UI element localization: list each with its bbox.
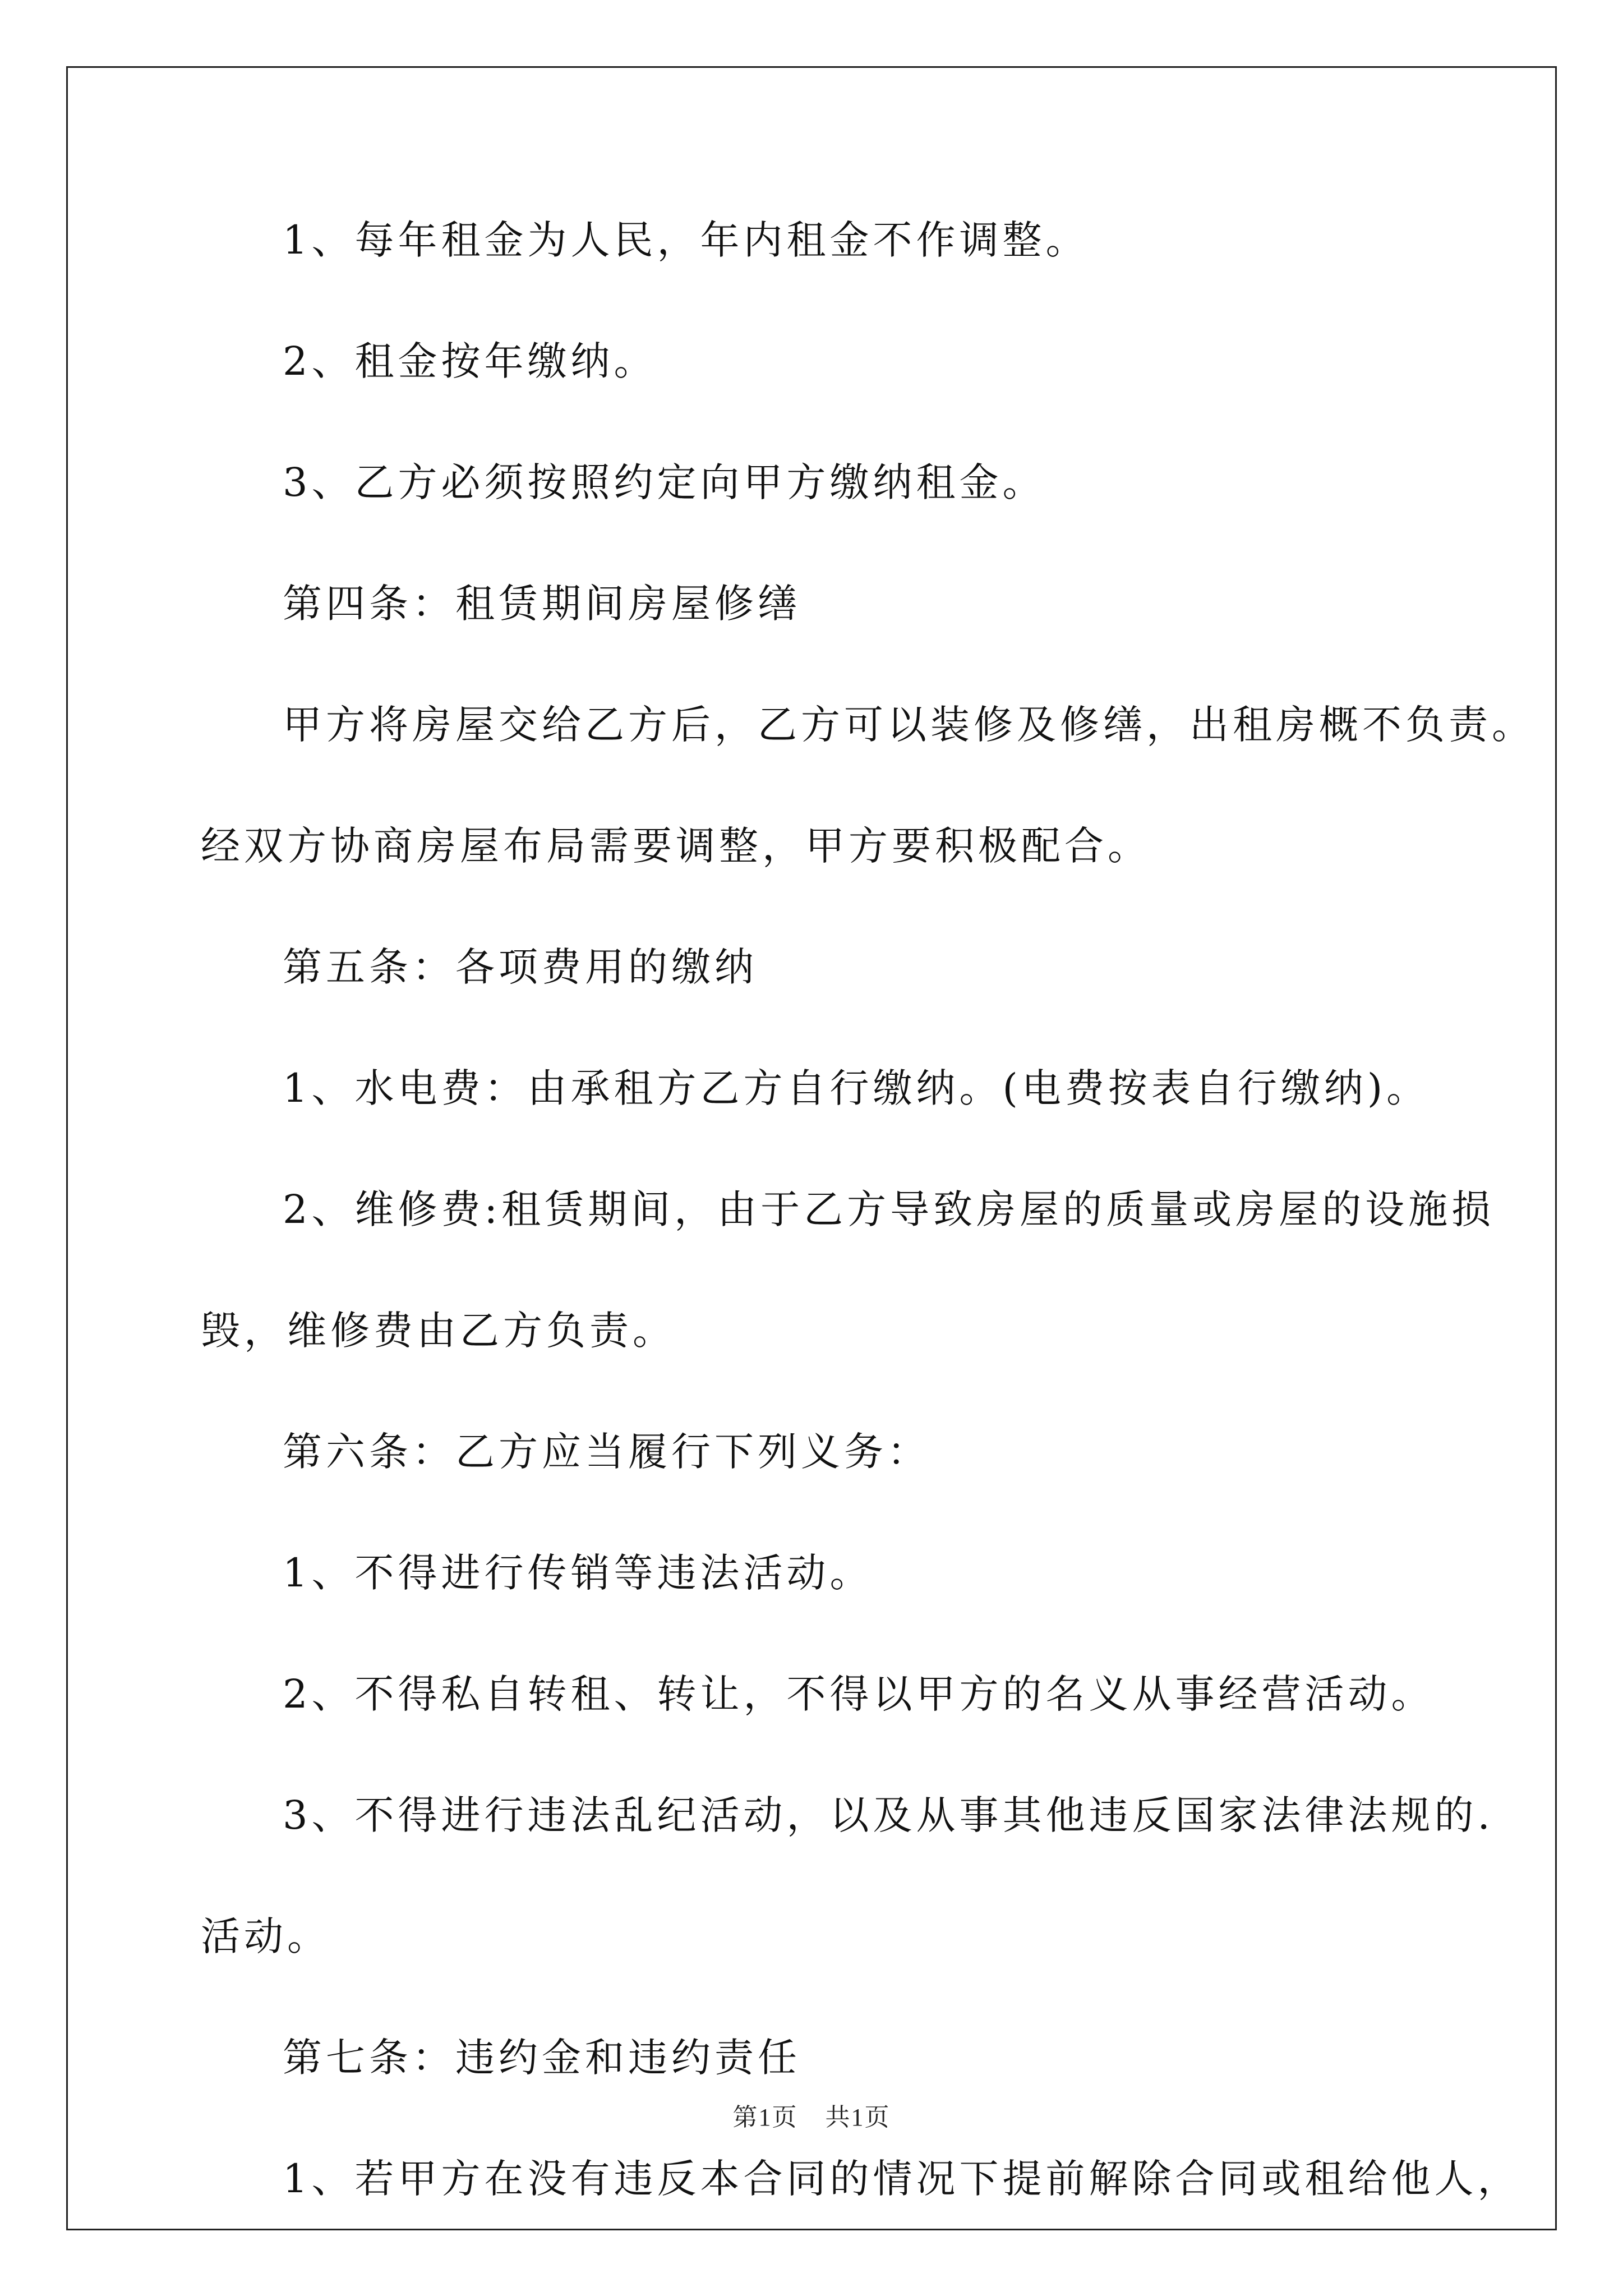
text-line: 1、每年租金为人民，年内租金不作调整。 — [283, 217, 1089, 263]
text-line-continued: 毁，维修费由乙方负责。 — [201, 1308, 676, 1354]
section-heading: 第七条：违约金和违约责任 — [283, 2035, 801, 2081]
text-line: 3、不得进行违法乱纪活动，以及从事其他违反国家法律法规的. — [283, 1792, 1494, 1838]
text-line: 2、不得私自转租、转让，不得以甲方的名义从事经营活动。 — [283, 1671, 1435, 1717]
text-line: 1、若甲方在没有违反本合同的情况下提前解除合同或租给他人， — [283, 2156, 1521, 2202]
text-line-continued: 活动。 — [201, 1913, 330, 1959]
text-line: 1、不得进行传销等违法活动。 — [283, 1550, 873, 1596]
text-line-continued: 经双方协商房屋布局需要调整，甲方要积极配合。 — [201, 823, 1151, 869]
section-heading: 第六条：乙方应当履行下列义务： — [283, 1429, 930, 1475]
section-heading: 第四条：租赁期间房屋修缮 — [283, 581, 801, 627]
page-number-current: 第1页 — [732, 2104, 798, 2131]
section-heading: 第五条：各项费用的缴纳 — [283, 944, 758, 990]
page-number-total: 共1页 — [825, 2104, 891, 2131]
text-line: 1、水电费：由承租方乙方自行缴纳。(电费按表自行缴纳)。 — [283, 1065, 1430, 1111]
text-line: 3、乙方必须按照约定向甲方缴纳租金。 — [283, 459, 1046, 505]
text-line: 甲方将房屋交给乙方后，乙方可以装修及修缮，出租房概不负责。 — [283, 702, 1535, 748]
text-line: 2、租金按年缴纳。 — [283, 338, 657, 384]
text-line: 2、维修费:租赁期间，由于乙方导致房屋的质量或房屋的设施损 — [283, 1186, 1495, 1232]
document-body — [201, 217, 1535, 2202]
page-footer — [0, 2097, 1623, 2133]
